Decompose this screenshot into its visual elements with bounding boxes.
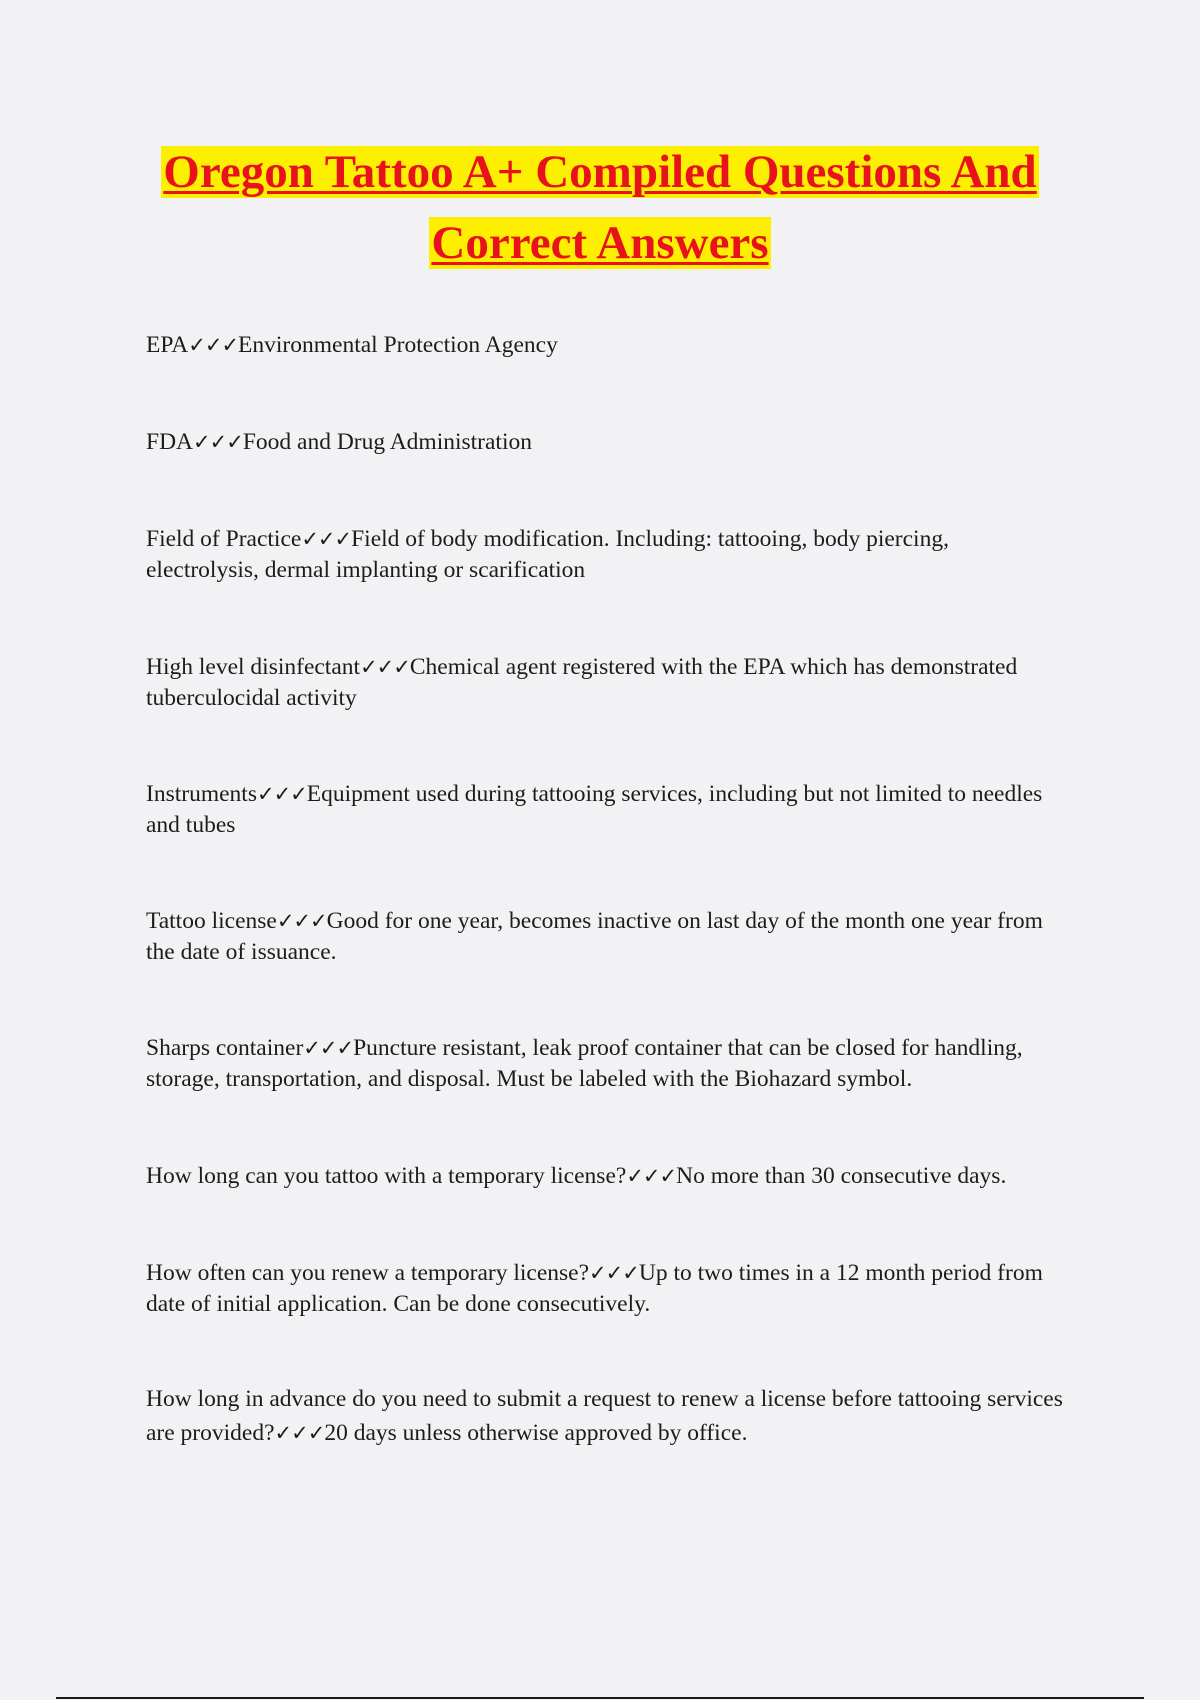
entry-term: Sharps container: [146, 1035, 304, 1061]
entry-term: How long in advance do you need to submit a request to renew a license before tattooing services are provided?: [146, 1386, 1063, 1446]
check-separator: ✓✓✓: [589, 1261, 639, 1285]
title-line-2: Correct Answers: [431, 217, 769, 269]
qa-entry-tattoo-license: [146, 906, 1066, 968]
qa-entry-field-of-practice: [146, 524, 1066, 586]
title-line-1: Oregon Tattoo A+ Compiled Questions And: [163, 146, 1037, 198]
check-separator: ✓✓✓: [626, 1164, 677, 1188]
entry-term: Tattoo license: [146, 908, 277, 934]
qa-entry-instruments: [146, 779, 1066, 841]
qa-entry-sharps-container: [146, 1033, 1066, 1095]
check-separator: ✓✓✓: [276, 909, 327, 933]
entry-definition: Good for one year, becomes inactive on last day of the month one year from the date of issuance.: [146, 908, 1043, 965]
entry-term: How often can you renew a temporary license?: [146, 1260, 590, 1286]
check-separator: ✓✓✓: [360, 655, 410, 679]
document-title: [100, 142, 1100, 284]
entry-definition: Environmental Protection Agency: [238, 332, 558, 358]
entry-definition: Food and Drug Administration: [242, 429, 532, 455]
qa-entry-temporary-license-renewal: [146, 1258, 1066, 1320]
entry-definition: Equipment used during tattooing services, including but not limited to needles and tubes: [146, 781, 1043, 838]
entry-term: Instruments: [146, 781, 257, 807]
entry-term: High level disinfectant: [146, 654, 361, 680]
check-separator: ✓✓✓: [301, 527, 352, 551]
entry-term: Field of Practice: [146, 526, 302, 552]
entry-term: EPA: [146, 332, 189, 358]
entry-term: How long can you tattoo with a temporary license?: [146, 1163, 627, 1189]
qa-entry-high-level-disinfectant: [146, 652, 1066, 714]
entry-term: FDA: [146, 429, 194, 455]
entry-definition: Field of body modification. Including: tattooing, body piercing, electrolysis, dermal implanting or scarification: [146, 526, 949, 583]
check-separator: ✓✓✓: [193, 430, 243, 454]
check-separator: ✓✓✓: [274, 1421, 325, 1445]
entry-definition: Up to two times in a 12 month period from date of initial application. Can be done consecutively.: [146, 1260, 1043, 1317]
qa-entry-epa: [146, 330, 1066, 361]
qa-entry-fda: [146, 427, 1066, 458]
check-separator: ✓✓✓: [256, 782, 307, 806]
qa-entry-renewal-advance-notice: [146, 1382, 1066, 1450]
entry-definition: 20 days unless otherwise approved by office.: [324, 1420, 748, 1446]
entry-definition: No more than 30 consecutive days.: [676, 1163, 1007, 1189]
qa-entry-temporary-license-duration: [146, 1161, 1066, 1192]
check-separator: ✓✓✓: [188, 333, 239, 357]
check-separator: ✓✓✓: [303, 1036, 354, 1060]
entry-definition: Chemical agent registered with the EPA which has demonstrated tuberculocidal activity: [146, 654, 1018, 711]
footer-divider: [56, 1697, 1144, 1699]
entry-definition: Puncture resistant, leak proof container that can be closed for handling, storage, transportation, and disposal. Must be labeled with the Biohazard symbol.: [146, 1035, 1023, 1092]
